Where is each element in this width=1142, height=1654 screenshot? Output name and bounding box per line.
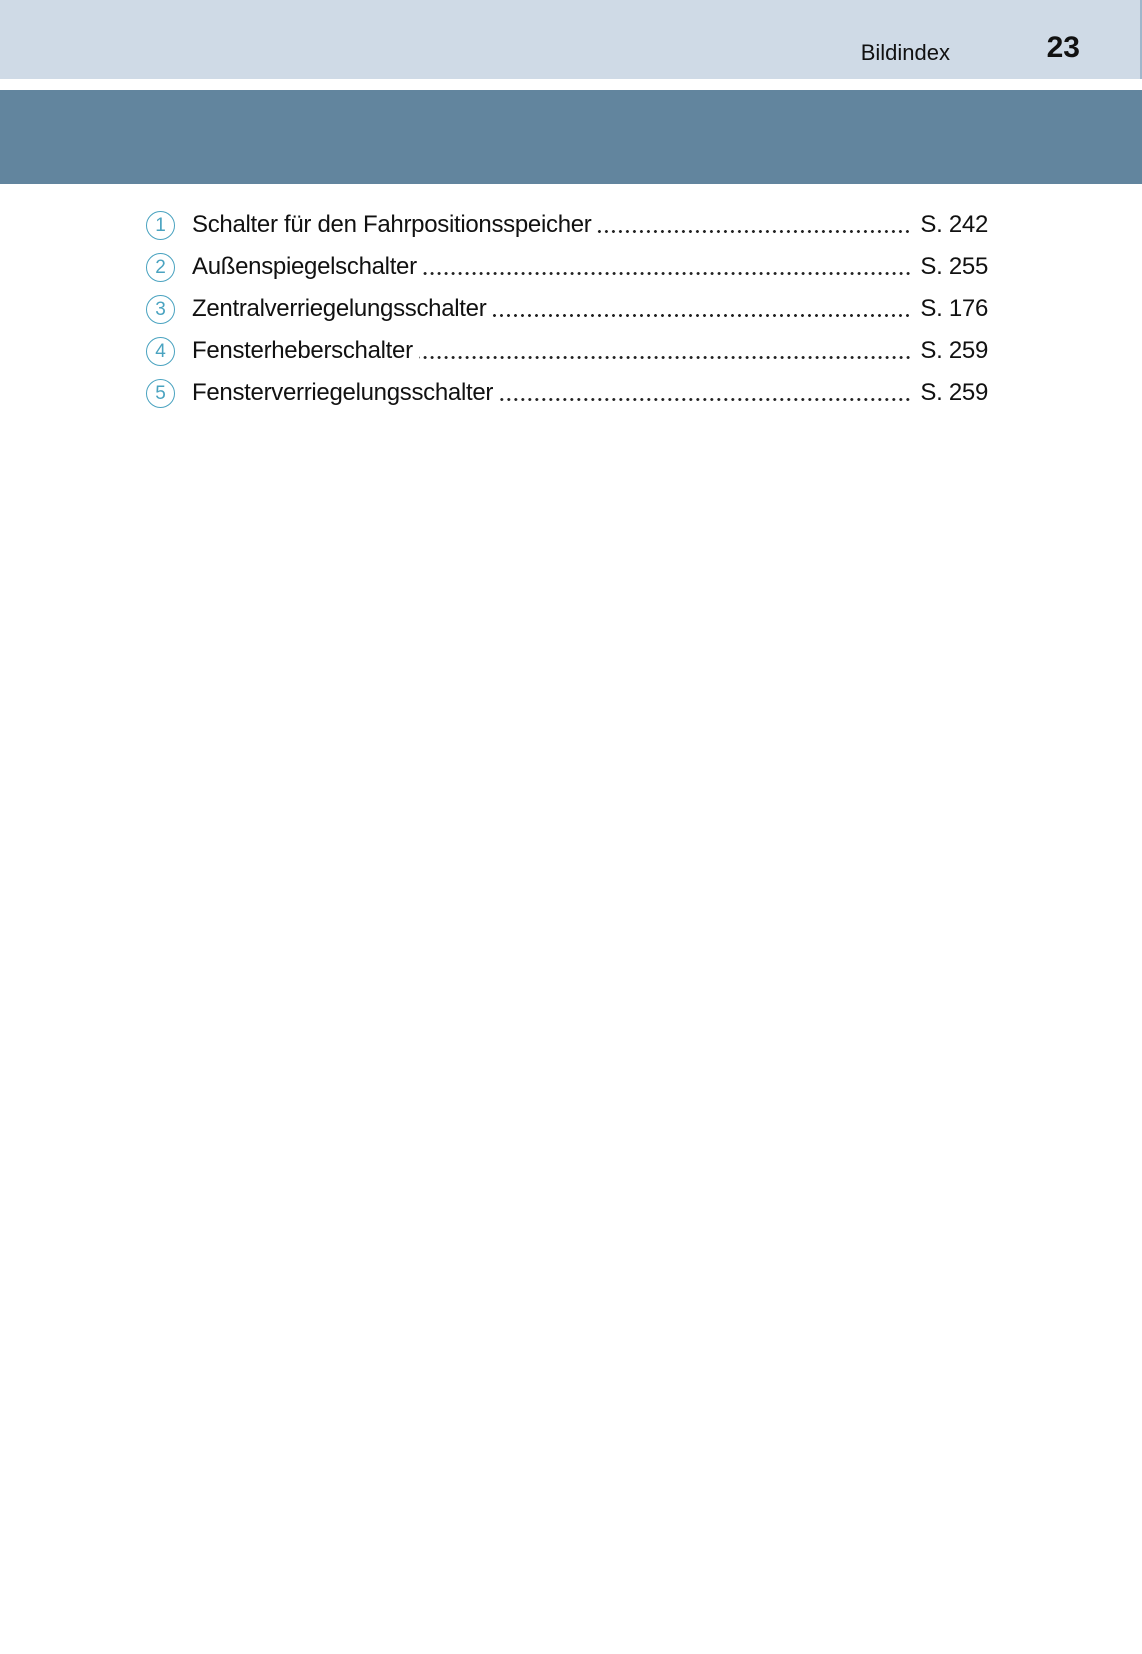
number-badge: 3 (146, 295, 175, 324)
index-entry-2[interactable] (146, 246, 988, 288)
number-badge: 1 (146, 211, 175, 240)
index-entry-4[interactable] (146, 330, 988, 372)
section-title: Bildindex (860, 40, 950, 65)
page-reference[interactable]: S. 255 (920, 253, 988, 280)
page-reference[interactable]: S. 176 (920, 295, 988, 322)
page-number: 23 (1046, 31, 1080, 64)
dot-leader (499, 398, 911, 401)
number-badge: 2 (146, 253, 175, 282)
header-band (0, 0, 1142, 79)
dot-leader (492, 314, 911, 317)
index-entry-label: Schalter für den Fahrpositionsspeicher (192, 211, 592, 238)
dot-leader (423, 272, 912, 275)
page-reference[interactable]: S. 259 (920, 379, 988, 406)
index-entry-label: Außenspiegelschalter (192, 253, 417, 280)
dot-leader (419, 356, 912, 359)
index-entry-1[interactable] (146, 204, 988, 246)
number-badge: 5 (146, 379, 175, 408)
index-entry-label: Fensterheberschalter (192, 337, 413, 364)
index-entry-5[interactable] (146, 372, 988, 414)
dot-leader (597, 230, 911, 233)
page-reference[interactable]: S. 242 (920, 211, 988, 238)
index-entry-label: Fensterverriegelungsschalter (192, 379, 494, 406)
index-entry-3[interactable] (146, 288, 988, 330)
page-reference[interactable]: S. 259 (920, 337, 988, 364)
picture-index-list (146, 204, 988, 414)
index-entry-label: Zentralverriegelungsschalter (192, 295, 487, 322)
chapter-banner (0, 90, 1142, 184)
number-badge: 4 (146, 337, 175, 366)
